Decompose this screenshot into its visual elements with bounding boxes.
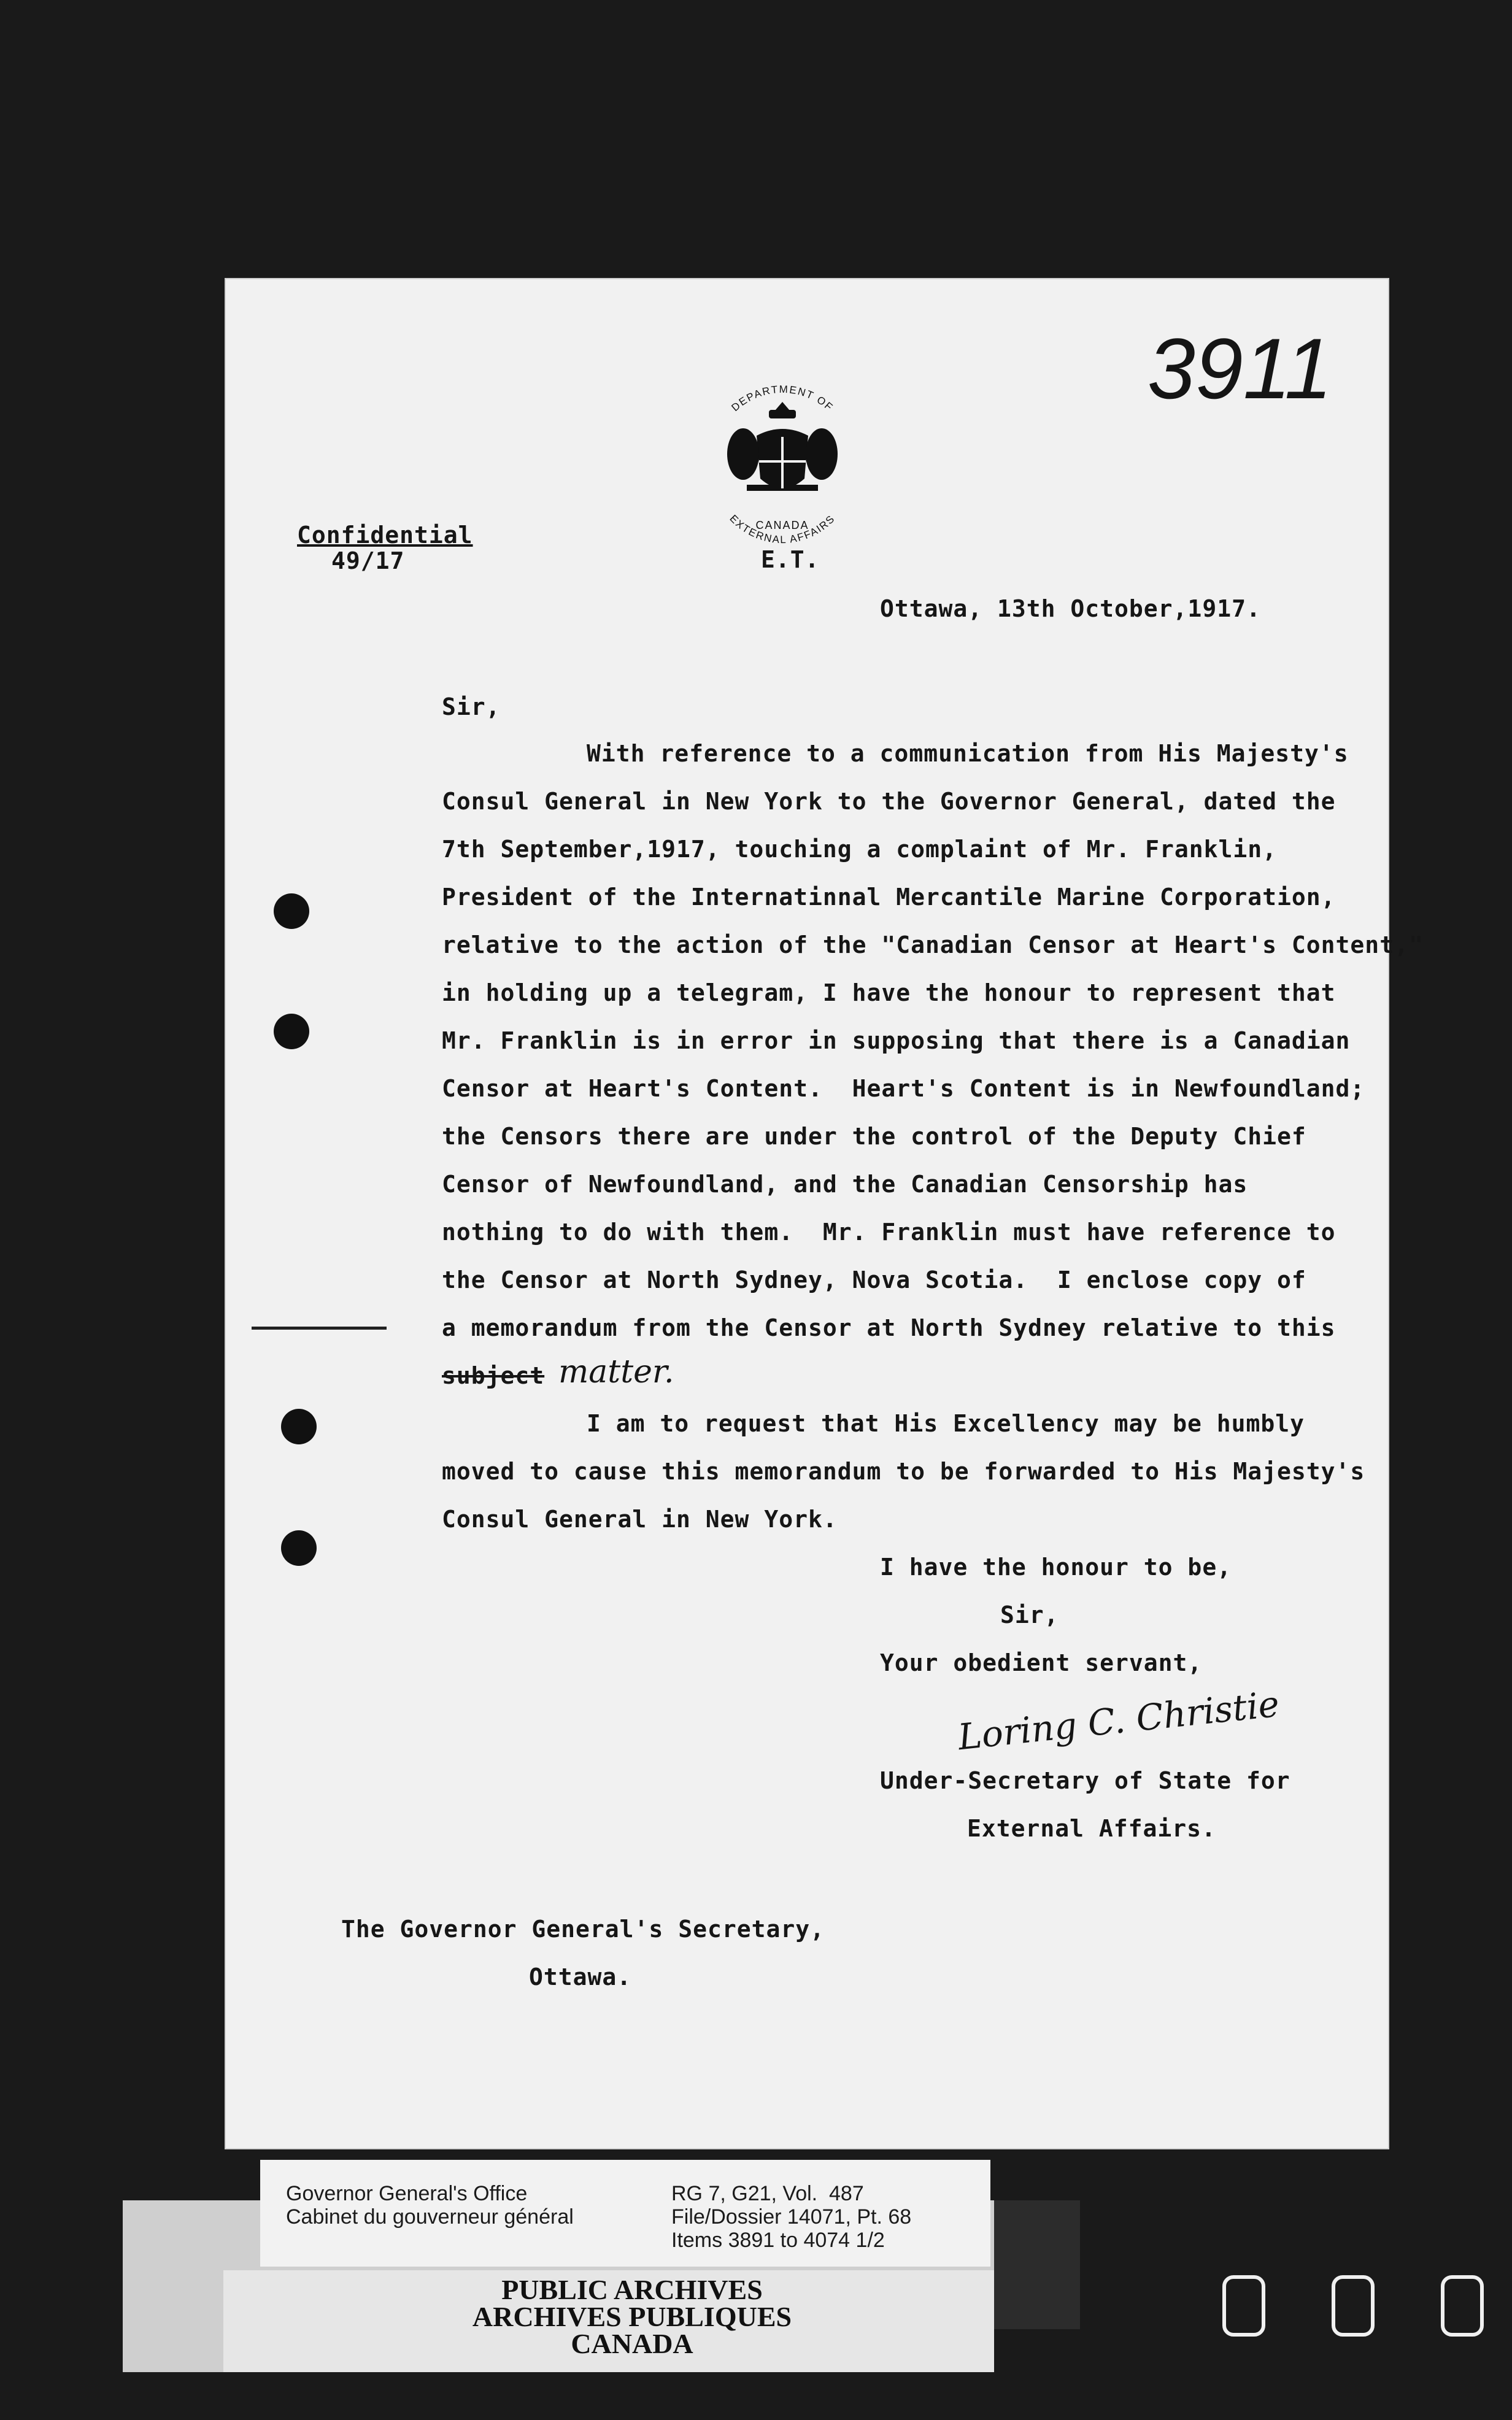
body-line: Mr. Franklin is in error in supposing that there is a Canadian [442, 1027, 1351, 1054]
handwritten-signature: Loring C. Christie [955, 1682, 1281, 1759]
closing-line: Sir, [1000, 1601, 1059, 1628]
file-dossier: File/Dossier 14071, Pt. 68 [671, 2205, 912, 2229]
body-line: nothing to do with them. Mr. Franklin must have reference to [442, 1219, 1336, 1246]
archives-stamp-line: ARCHIVES PUBLIQUES [472, 2301, 792, 2332]
body-line: I am to request that His Excellency may be humbly [587, 1410, 1305, 1437]
body-line: President of the Internatinnal Mercantile Marine Corporation, [442, 884, 1336, 911]
body-line: Consul General in New York. [442, 1506, 838, 1533]
item-range: Items 3891 to 4074 1/2 [671, 2229, 885, 2252]
frame-counter-digit [1441, 2275, 1484, 2337]
punch-hole [274, 1014, 309, 1049]
addressee-line: Ottawa. [529, 1963, 632, 1990]
body-line: 7th September,1917, touching a complaint of Mr. Franklin, [442, 836, 1278, 863]
crest-arc-bottom: EXTERNAL AFFAIRS [727, 512, 838, 546]
crest-canada: CANADA [755, 519, 809, 531]
body-line: Consul General in New York to the Governor General, dated the [442, 788, 1336, 815]
signer-title: External Affairs. [967, 1815, 1216, 1842]
office-english: Governor General's Office [286, 2182, 528, 2205]
department-crest-icon [690, 368, 874, 571]
closing-line: I have the honour to be, [880, 1554, 1232, 1581]
crest-arc-top: DEPARTMENT OF [729, 383, 836, 414]
body-line: the Censor at North Sydney, Nova Scotia. I enclose copy of [442, 1266, 1306, 1293]
closing-line: Your obedient servant, [880, 1649, 1203, 1676]
crest-initials: E.T. [761, 546, 820, 573]
addressee-line: The Governor General's Secretary, [341, 1916, 825, 1943]
film-shadow [994, 2200, 1080, 2329]
body-line: Censor at Heart's Content. Heart's Content is in Newfoundland; [442, 1075, 1365, 1102]
punch-hole [281, 1409, 317, 1444]
punch-hole [274, 893, 309, 929]
body-line: a memorandum from the Censor at North Sydney relative to this [442, 1314, 1336, 1341]
archives-stamp-line: PUBLIC ARCHIVES [501, 2274, 763, 2305]
body-line: moved to cause this memorandum to be forwarded to His Majesty's [442, 1458, 1365, 1485]
file-reference: 49/17 [331, 547, 405, 574]
handwritten-file-number: 3911 [1148, 320, 1333, 417]
record-group: RG 7, G21, Vol. 487 [671, 2182, 864, 2205]
archives-stamp-line: CANADA [571, 2328, 693, 2359]
signer-title: Under-Secretary of State for [880, 1767, 1290, 1794]
office-french: Cabinet du gouverneur général [286, 2205, 574, 2229]
body-line: relative to the action of the "Canadian Censor at Heart's Content," [442, 931, 1424, 958]
body-line: the Censors there are under the control of the Deputy Chief [442, 1123, 1306, 1150]
body-line: With reference to a communication from His Majesty's [587, 740, 1349, 767]
classification-label: Confidential [297, 522, 473, 549]
punch-hole [281, 1530, 317, 1566]
body-line: in holding up a telegram, I have the honour to represent that [442, 979, 1336, 1006]
salutation: Sir, [442, 693, 501, 720]
body-line: Censor of Newfoundland, and the Canadian Censorship has [442, 1171, 1248, 1198]
handwritten-insertion: matter. [558, 1354, 674, 1390]
struck-word: subject [442, 1362, 545, 1389]
place-date: Ottawa, 13th October,1917. [880, 595, 1261, 622]
margin-pen-mark [252, 1327, 387, 1330]
frame-counter-digit [1332, 2275, 1375, 2337]
frame-counter-digit [1222, 2275, 1265, 2337]
